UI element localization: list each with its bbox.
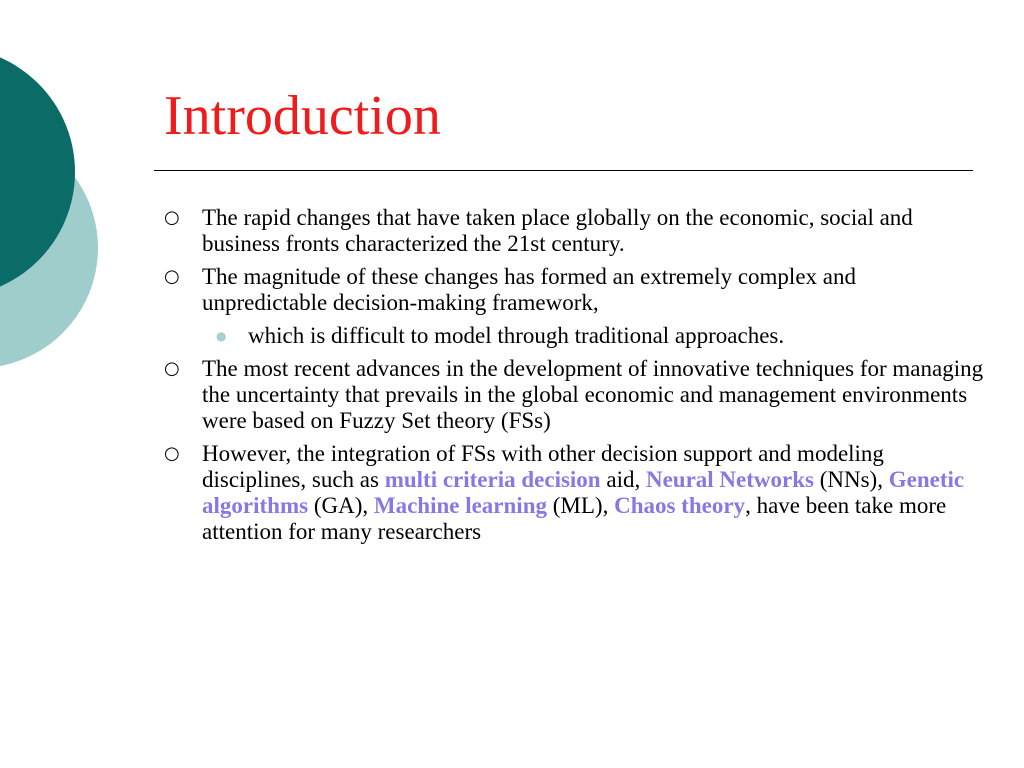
title-divider [154, 170, 973, 171]
bullet-text [202, 441, 964, 544]
text-segment: (GA), [308, 493, 374, 518]
bullet-item [164, 205, 984, 257]
decorative-circles [0, 0, 110, 400]
text-segment: (NNs), [813, 467, 889, 492]
hollow-circle-bullet-icon: ○ [164, 207, 180, 228]
bullet-item [164, 441, 984, 545]
slide-content [164, 205, 984, 552]
text-segment: , have been take more attention for many researchers [202, 493, 947, 544]
bullet-text: The most recent advances in the development of innovative techniques for managing the uncertainty that prevails in the global economic and management environments were based on Fuzzy Set theory (FSs) [202, 356, 984, 433]
highlight-neural-networks: Neural Networks [645, 467, 814, 492]
hollow-circle-bullet-icon: ○ [164, 358, 180, 379]
highlight-genetic-algorithms: Genetic algorithms [202, 467, 965, 518]
hollow-circle-bullet-icon: ○ [164, 443, 180, 464]
bullet-text: The magnitude of these changes has formed an extremely complex and unpredictable decision-making framework, [202, 264, 856, 315]
bullet-item [164, 356, 984, 434]
bullet-text: The rapid changes that have taken place globally on the economic, social and business fronts characterized the 21st century. [202, 205, 913, 256]
hollow-circle-bullet-icon: ○ [164, 266, 180, 287]
highlight-machine-learning: Machine learning [373, 493, 547, 518]
bullet-item [164, 264, 984, 316]
text-segment: aid, [600, 467, 646, 492]
sub-bullet-item [164, 323, 984, 349]
text-segment: However, the integration of FSs with other decision support and modeling disciplines, such as [202, 441, 884, 492]
text-segment: (ML), [547, 493, 615, 518]
highlight-multi-criteria-decision: multi criteria decision [384, 467, 601, 492]
sub-bullet-text: which is difficult to model through traditional approaches. [248, 323, 785, 348]
filled-circle-bullet-icon: ● [216, 329, 227, 343]
slide-title: Introduction [164, 85, 441, 147]
highlight-chaos-theory: Chaos theory [614, 493, 746, 518]
